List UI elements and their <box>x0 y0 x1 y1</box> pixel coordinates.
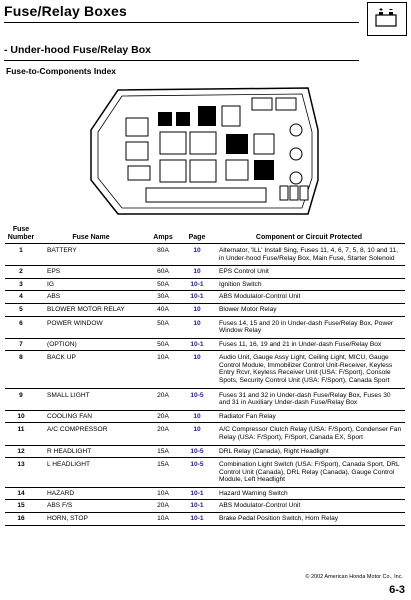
fuse-amps: 20A <box>145 423 181 445</box>
fuse-name: ABS <box>37 291 145 304</box>
page-link[interactable]: 10-1 <box>181 500 213 513</box>
page-title: Fuse/Relay Boxes <box>4 3 128 19</box>
component-text: Alternator, 'ILL' Install Sing, Fuses 11, 4, 6, 7, 5, 8, 10 and 11, in Under-hood Fuse/Relay Box, Main Fuse, Starter Solenoid <box>213 244 405 266</box>
page-link[interactable]: 10-1 <box>181 291 213 304</box>
fuse-number: 15 <box>5 500 37 513</box>
page-link[interactable]: 10 <box>181 423 213 445</box>
component-text: Blower Motor Relay <box>213 303 405 316</box>
copyright-notice: © 2002 American Honda Motor Co., Inc. <box>305 574 403 580</box>
table-row <box>5 278 405 291</box>
section-label: Fuse-to-Components Index <box>6 66 117 76</box>
fuse-box-diagram <box>86 82 326 220</box>
table-row <box>5 388 405 410</box>
fuse-number: 4 <box>5 291 37 304</box>
col-page: Page <box>181 225 213 244</box>
fuse-amps: 20A <box>145 388 181 410</box>
fuse-amps: 15A <box>145 445 181 458</box>
fuse-number: 8 <box>5 351 37 388</box>
table-row <box>5 338 405 351</box>
fuse-name: HAZARD <box>37 487 145 500</box>
page-link[interactable]: 10 <box>181 351 213 388</box>
fuse-number: 1 <box>5 244 37 266</box>
fuse-amps: 20A <box>145 410 181 423</box>
fuse-amps: 40A <box>145 303 181 316</box>
fuse-amps: 50A <box>145 278 181 291</box>
fuse-number: 3 <box>5 278 37 291</box>
fuse-name: BLOWER MOTOR RELAY <box>37 303 145 316</box>
page-link[interactable]: 10-5 <box>181 388 213 410</box>
fuse-amps: 15A <box>145 458 181 488</box>
component-text: Radiator Fan Relay <box>213 410 405 423</box>
component-text: Fuses 11, 16, 19 and 21 in Under-dash Fuse/Relay Box <box>213 338 405 351</box>
component-text: Fuses 14, 15 and 20 in Under-dash Fuse/Relay Box, Power Window Relay <box>213 316 405 338</box>
table-row <box>5 244 405 266</box>
col-fuse-name: Fuse Name <box>37 225 145 244</box>
page-link[interactable]: 10 <box>181 410 213 423</box>
fuse-number: 7 <box>5 338 37 351</box>
fuse-amps: 10A <box>145 512 181 525</box>
table-row <box>5 266 405 279</box>
fuse-number: 9 <box>5 388 37 410</box>
page-link[interactable]: 10-5 <box>181 445 213 458</box>
fuse-name: BACK UP <box>37 351 145 388</box>
fuse-name: L HEADLIGHT <box>37 458 145 488</box>
table-row <box>5 303 405 316</box>
fuse-number: 10 <box>5 410 37 423</box>
col-amps: Amps <box>145 225 181 244</box>
fuse-index-table <box>5 225 405 526</box>
page-link[interactable]: 10-1 <box>181 512 213 525</box>
table-row <box>5 316 405 338</box>
fuse-amps: 50A <box>145 316 181 338</box>
fuse-name: (OPTION) <box>37 338 145 351</box>
fuse-number: 6 <box>5 316 37 338</box>
component-text: Hazard Warning Switch <box>213 487 405 500</box>
fuse-name: HORN, STOP <box>37 512 145 525</box>
page-subtitle: - Under-hood Fuse/Relay Box <box>4 44 152 56</box>
table-row <box>5 351 405 388</box>
component-text: Fuses 31 and 32 in Under-dash Fuse/Relay Box, Fuses 30 and 31 in Auxiliary Under-dash Fuse/Relay Box <box>213 388 405 410</box>
fuse-amps: 80A <box>145 244 181 266</box>
page-link[interactable]: 10-1 <box>181 338 213 351</box>
fuse-number: 13 <box>5 458 37 488</box>
table-row <box>5 458 405 488</box>
title-rule <box>4 22 359 23</box>
fuse-name: ABS F/S <box>37 500 145 513</box>
page-link[interactable]: 10 <box>181 244 213 266</box>
table-row <box>5 445 405 458</box>
page-link[interactable]: 10 <box>181 266 213 279</box>
component-text: Brake Pedal Position Switch, Horn Relay <box>213 512 405 525</box>
table-row <box>5 291 405 304</box>
fuse-number: 5 <box>5 303 37 316</box>
col-fuse-number: Fuse Number <box>5 225 37 244</box>
page-link[interactable]: 10-1 <box>181 487 213 500</box>
fuse-name: SMALL LIGHT <box>37 388 145 410</box>
page-link[interactable]: 10-1 <box>181 278 213 291</box>
table-row <box>5 487 405 500</box>
component-text: A/C Compressor Clutch Relay (USA: F/Sport), Condenser Fan Relay (USA: F/Sport), F/Sport, Canada EX, Sport <box>213 423 405 445</box>
component-text: Combination Light Switch (USA: F/Sport), Canada Sport, DRL Control Unit (Canada), DRL Relay (Canada), Gauge Control Module, Left Headlight <box>213 458 405 488</box>
component-text: DRL Relay (Canada), Right Headlight <box>213 445 405 458</box>
table-row <box>5 512 405 525</box>
col-component: Component or Circuit Protected <box>213 225 405 244</box>
battery-icon <box>367 2 407 36</box>
fuse-amps: 10A <box>145 351 181 388</box>
page-link[interactable]: 10 <box>181 316 213 338</box>
fuse-amps: 50A <box>145 338 181 351</box>
table-row <box>5 423 405 445</box>
component-text: Ignition Switch <box>213 278 405 291</box>
table-row <box>5 500 405 513</box>
table-row <box>5 410 405 423</box>
component-text: ABS Modulator-Control Unit <box>213 500 405 513</box>
component-text: Audio Unit, Gauge Assy Light, Ceiling Light, MICU, Gauge Control Module, Immobilizer Control Unit-Receiver, Keyless Entry Rcvr, Keyless Receiver Unit (USA: F/Sport), Console Spots, Security Control Unit (USA: F/Sport), Canada Sport <box>213 351 405 388</box>
fuse-number: 11 <box>5 423 37 445</box>
fuse-amps: 10A <box>145 487 181 500</box>
fuse-number: 2 <box>5 266 37 279</box>
fuse-number: 16 <box>5 512 37 525</box>
fuse-amps: 60A <box>145 266 181 279</box>
page-link[interactable]: 10 <box>181 303 213 316</box>
fuse-amps: 30A <box>145 291 181 304</box>
component-text: EPS Control Unit <box>213 266 405 279</box>
fuse-name: EPS <box>37 266 145 279</box>
fuse-name: COOLING FAN <box>37 410 145 423</box>
table-header-row <box>5 225 405 244</box>
subtitle-rule <box>4 60 359 61</box>
fuse-amps: 20A <box>145 500 181 513</box>
fuse-number: 14 <box>5 487 37 500</box>
fuse-name: A/C COMPRESSOR <box>37 423 145 445</box>
fuse-name: BATTERY <box>37 244 145 266</box>
fuse-name: POWER WINDOW <box>37 316 145 338</box>
fuse-number: 12 <box>5 445 37 458</box>
fuse-name: R HEADLIGHT <box>37 445 145 458</box>
page-link[interactable]: 10-5 <box>181 458 213 488</box>
fuse-name: IG <box>37 278 145 291</box>
component-text: ABS Modulator-Control Unit <box>213 291 405 304</box>
page-number: 6-3 <box>389 584 405 596</box>
